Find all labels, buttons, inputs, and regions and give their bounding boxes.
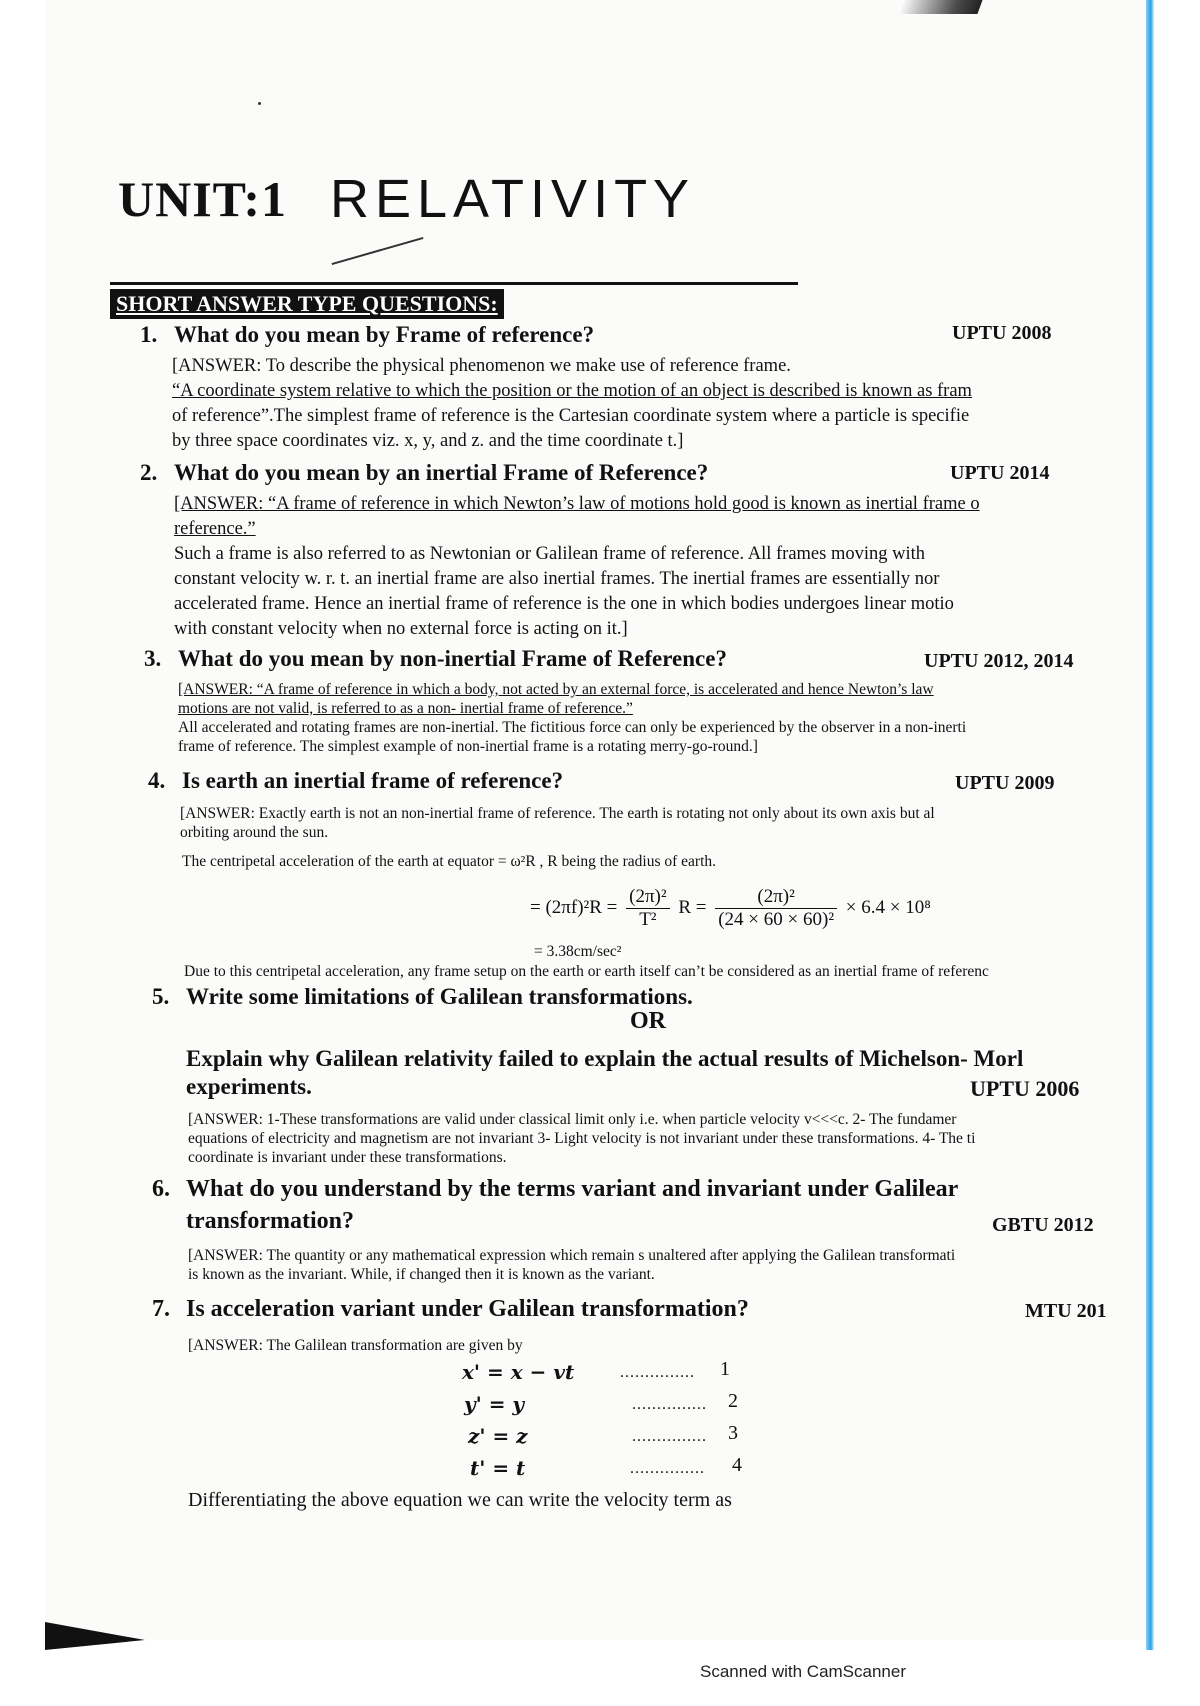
answer-line: reference.” xyxy=(174,519,256,539)
answer-line: equations of electricity and magnetism are not invariant 3- Light velocity is not invariant under these transformations. 4- The ti xyxy=(188,1130,976,1147)
section-rule xyxy=(110,282,798,285)
exam-tag: MTU 201 xyxy=(1025,1300,1107,1322)
question-6 xyxy=(152,1176,1118,1203)
question-3 xyxy=(144,646,727,672)
question-text: Is earth an inertial frame of reference? xyxy=(182,768,564,793)
question-text: What do you mean by an inertial Frame of Reference? xyxy=(174,460,709,485)
answer-line: constant velocity w. r. t. an inertial frame are also inertial frames. The inertial frames are essentially nor xyxy=(174,569,940,589)
answer-line: [ANSWER: 1-These transformations are valid under classical limit only i.e. when particle velocity v<<<c. 2- The fundamer xyxy=(188,1111,957,1128)
answer-line: Such a frame is also referred to as Newtonian or Galilean frame of reference. All frames moving with xyxy=(174,544,926,564)
transform-equation: y' = y xyxy=(464,1392,525,1416)
answer-1 xyxy=(172,354,1117,454)
answer-line: accelerated frame. Hence an inertial frame of reference is the one in which bodies undergoes linear motio xyxy=(174,594,954,614)
exam-tag: GBTU 2012 xyxy=(992,1214,1094,1236)
equation-number: 2 xyxy=(728,1390,738,1412)
closing-line: Differentiating the above equation we can write the velocity term as xyxy=(188,1489,732,1511)
question-text: Write some limitations of Galilean transformations. xyxy=(186,984,693,1009)
answer-line: [ANSWER: “A frame of reference in which Newton’s law of motions hold good is known as inertial frame o xyxy=(174,494,980,514)
equation-result: = 3.38cm/sec² xyxy=(534,943,622,960)
page-corner-shadow xyxy=(897,0,982,14)
question-text: What do you understand by the terms variant and invariant under Galilear xyxy=(186,1176,959,1202)
speck xyxy=(258,102,261,105)
answer-line: by three space coordinates viz. x, y, and z. and the time coordinate t.] xyxy=(172,431,684,451)
answer-line: [ANSWER: To describe the physical phenomenon we make use of reference frame. xyxy=(172,356,791,376)
equation-number: 1 xyxy=(720,1358,730,1380)
question-5 xyxy=(152,984,693,1010)
eq-term: (2πf)²R = xyxy=(545,896,618,918)
exam-tag: UPTU 2014 xyxy=(950,462,1050,484)
answer-line: [ANSWER: The quantity or any mathematical expression which remain s unaltered after applying the Galilean transformati xyxy=(188,1247,956,1264)
section-heading: SHORT ANSWER TYPE QUESTIONS: xyxy=(110,289,504,319)
question-text: Is acceleration variant under Galilean transformation? xyxy=(186,1296,749,1322)
question-text: What do you mean by Frame of reference? xyxy=(174,322,595,347)
question-text: What do you mean by non-inertial Frame of Reference? xyxy=(178,646,727,671)
question-1 xyxy=(140,322,594,348)
question-5-alt: Explain why Galilean relativity failed to explain the actual results of Michelson- Morl xyxy=(186,1046,1024,1071)
eq-term: R = xyxy=(678,896,707,918)
scanner-watermark: Scanned with CamScanner xyxy=(700,1662,907,1681)
answer-2 xyxy=(174,492,1117,642)
question-2 xyxy=(140,460,708,486)
question-number: 3. xyxy=(144,646,162,671)
exam-tag: UPTU 2006 xyxy=(970,1076,1080,1101)
answer-line: frame of reference. The simplest example of non-inertial frame is a rotating merry-go-round.] xyxy=(178,738,758,755)
leader-dots: ............... xyxy=(632,1428,707,1445)
transform-equation: z' = z xyxy=(468,1424,528,1448)
question-number: 5. xyxy=(152,984,170,1009)
question-number: 2. xyxy=(140,460,158,485)
fraction-numerator: (2π)² xyxy=(626,886,669,909)
fraction-denominator: (24 × 60 × 60)² xyxy=(718,909,835,930)
centripetal-equation xyxy=(530,886,931,931)
answer-line: All accelerated and rotating frames are non-inertial. The fictitious force can only be experienced by the observer in a non-inerti xyxy=(178,719,967,736)
answer-line: of reference”.The simplest frame of reference is the Cartesian coordinate system where a particle is specifie xyxy=(172,406,970,426)
fraction xyxy=(715,886,837,931)
answer-line: coordinate is invariant under these transformations. xyxy=(188,1149,507,1166)
answer-line: [ANSWER: “A frame of reference in which a body, not acted by an external force, is accelerated and hence Newton’s law xyxy=(178,681,934,698)
fraction xyxy=(626,886,669,931)
question-number: 6. xyxy=(152,1176,170,1202)
unit-subtitle: RELATIVITY xyxy=(330,169,696,229)
exam-tag: UPTU 2008 xyxy=(952,322,1052,344)
answer-5 xyxy=(188,1110,1117,1167)
exam-tag: UPTU 2009 xyxy=(955,772,1055,794)
answer-line: orbiting around the sun. xyxy=(180,824,329,841)
answer-6 xyxy=(188,1246,1117,1284)
unit-title: UNIT:1 xyxy=(118,171,287,227)
leader-dots: ............... xyxy=(620,1364,695,1381)
question-6-cont: transformation? xyxy=(186,1208,354,1234)
answer-line: “A coordinate system relative to which the position or the motion of an object is described is known as fram xyxy=(172,381,972,401)
answer-4-formula-intro: The centripetal acceleration of the earth at equator = ω²R , R being the radius of earth. xyxy=(182,853,717,870)
answer-4-conclusion: Due to this centripetal acceleration, any frame setup on the earth or earth itself can’t be considered as an inertial frame of referenc xyxy=(184,963,989,980)
answer-line: with constant velocity when no external force is acting on it.] xyxy=(174,619,628,639)
answer-line: motions are not valid, is referred to as a non- inertial frame of reference.” xyxy=(178,700,633,717)
transform-equation: t' = t xyxy=(470,1456,526,1480)
equation-number: 3 xyxy=(728,1422,738,1444)
or-separator: OR xyxy=(630,1008,666,1034)
question-5-alt-cont: experiments. xyxy=(186,1074,312,1099)
question-number: 4. xyxy=(148,768,166,793)
transform-equation: x' = x − vt xyxy=(462,1360,575,1384)
question-4 xyxy=(148,768,563,794)
answer-4 xyxy=(180,804,1117,842)
blue-page-edge xyxy=(1146,0,1154,1650)
leader-dots: ............... xyxy=(632,1396,707,1413)
answer-line: [ANSWER: Exactly earth is not an non-inertial frame of reference. The earth is rotating not only about its own axis but al xyxy=(180,805,935,822)
eq-sign: = xyxy=(530,896,541,918)
fraction-denominator: T² xyxy=(639,909,657,930)
answer-7: [ANSWER: The Galilean transformation are given by xyxy=(188,1337,523,1354)
question-7 xyxy=(152,1296,749,1323)
fraction-numerator: (2π)² xyxy=(715,886,837,909)
exam-tag: UPTU 2012, 2014 xyxy=(924,650,1074,672)
leader-dots: ............... xyxy=(630,1460,705,1477)
eq-term: × 6.4 × 10⁸ xyxy=(845,896,931,918)
page-corner-shadow-bottom xyxy=(45,1622,145,1650)
equation-number: 4 xyxy=(732,1454,742,1476)
question-number: 1. xyxy=(140,322,158,347)
question-number: 7. xyxy=(152,1296,170,1322)
answer-3 xyxy=(178,680,1117,756)
answer-line: is known as the invariant. While, if changed then it is known as the variant. xyxy=(188,1266,655,1283)
